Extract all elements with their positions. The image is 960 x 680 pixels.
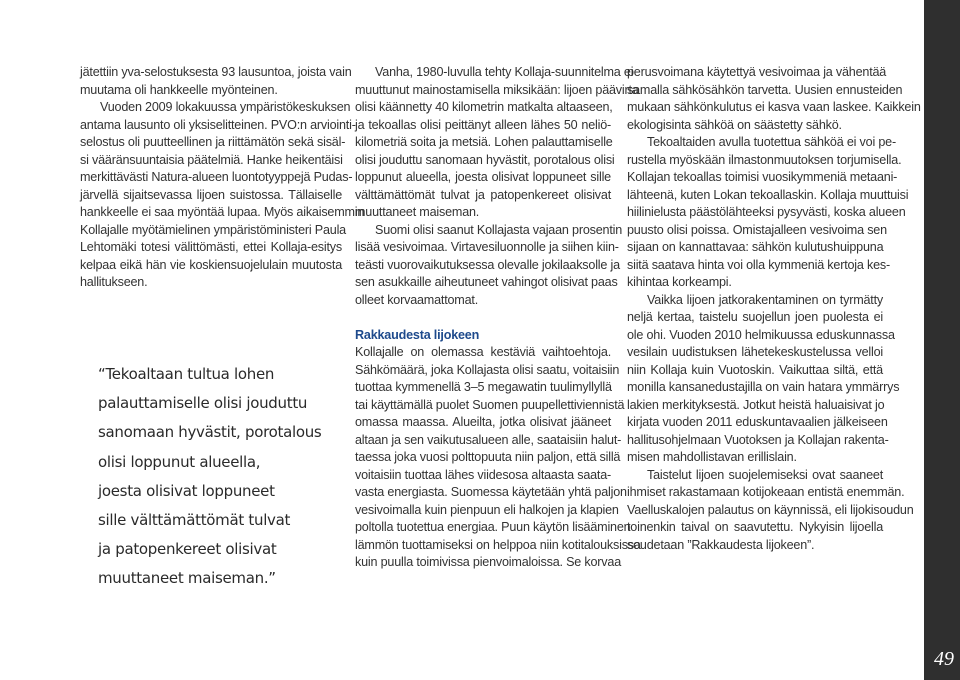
text-line: toinenkin taival on saavutettu. Nykyisin lijoella — [627, 520, 883, 534]
text-line: välttämättömät tulvat ja patopenkereet olisivat — [355, 187, 611, 202]
text-line: Kollajalle myötämielinen ympäristöministeri Paula — [80, 222, 346, 237]
text-line: lähteenä, kuten Lokan tekoallaskin. Kollaja muuttuisi — [627, 187, 909, 202]
text-line: vasta energiasta. Suomessa käytetään yhtä paljon — [355, 485, 627, 499]
text-line: altaan ja sen vaikutusalueen alle, saataisiin halut- — [355, 432, 622, 447]
article-column-2 — [355, 64, 641, 572]
text-line: merkittävästi Natura-alueen luontotyyppejä Pudas- — [80, 170, 353, 184]
pull-quote — [98, 360, 328, 594]
text-line: perusvoimana käytettyä vesivoimaa ja vähentää — [627, 65, 887, 79]
text-line: Vanha, 1980-luvulla tehty Kollaja-suunnitelma ei — [375, 65, 634, 79]
text-line: neljä kertaa, taistelu suojellun joen puolesta ei — [627, 310, 883, 324]
text-line: kuin puulla toimivissa pienvoimaloissa. Se korvaa — [355, 555, 621, 569]
pull-quote-line: sanomaan hyvästit, porotalous — [98, 423, 322, 442]
text-line: Lehtomäki totesi välittömästi, ettei Kollaja-esitys — [80, 240, 342, 254]
text-line: vesilain uudistuksen lähetekeskustelussa velloi — [627, 345, 883, 359]
text-line: niin Kollaja kuin Vuotoskin. Vaikuttaa siltä, että — [627, 362, 883, 377]
text-line: voitaisiin tuottaa lähes viidesosa altaasta saata- — [355, 467, 612, 482]
text-line: antama lausunto oli yksiselitteinen. PVO:n arviointi- — [80, 117, 356, 132]
text-line: mukaan sähkönkulutus ei kasva vaan laskee. Kaikkein — [627, 100, 921, 114]
text-line: puusto olisi poissa. Omistajalleen vesivoima sen — [627, 222, 887, 237]
text-line: tuottaa kymmenellä 3–5 megawatin tuulimyllyllä — [355, 380, 612, 394]
text-line: ekologisinta sähköä on säästetty sähkö. — [627, 117, 842, 132]
text-line: siitä saatava hinta voi olla kymmeniä kertoja kes- — [627, 257, 890, 272]
article-column-1 — [80, 64, 365, 292]
text-line: jätettiin yva-selostuksesta 93 lausuntoa, joista vain — [80, 65, 352, 79]
text-line: vesivoimalla kuin pienpuun eli halkojen ja klapien — [355, 502, 619, 517]
text-line: hallitukseen. — [80, 275, 148, 289]
text-line: lämmön tuottamiseksi on helppoa niin kotitalouksissa — [355, 537, 641, 552]
text-line: Vuoden 2009 lokakuussa ympäristökeskuksen — [100, 100, 351, 114]
text-line: Sähkömäärä, joka Kollajasta olisi saatu, voitaisiin — [355, 362, 620, 377]
text-line: Kollajalle on olemassa kestäviä vaihtoehtoja. — [355, 345, 611, 359]
pull-quote-line: olisi loppunut alueella, — [98, 452, 261, 471]
text-line: hallitusohjelmaan Vuotoksen ja Kollajan rakenta- — [627, 432, 889, 447]
pull-quote-line: muuttaneet maiseman.” — [98, 569, 276, 588]
text-line: soudetaan ”Rakkaudesta lijokeen”. — [627, 537, 815, 552]
text-line: ole ohi. Vuoden 2010 helmikuussa eduskunnassa — [627, 327, 895, 342]
text-line: olisi käännetty 40 kilometrin matkalta altaaseen, — [355, 100, 613, 114]
pull-quote-line: palauttamiselle olisi jouduttu — [98, 394, 308, 413]
text-line: muuttunut mainostamisella miksikään: lijoen päävirta — [355, 82, 639, 97]
pull-quote-line: joesta olisivat loppuneet — [98, 481, 275, 500]
text-line: rustella myöskään ilmastonmuutoksen torjumisella. — [627, 152, 902, 167]
text-line: tai käyttämällä puolet Suomen puupellettiviennistä — [355, 397, 625, 412]
text-line: kelpaa eikä hän vie koskiensuojelulain muutosta — [80, 257, 342, 272]
text-line: Taistelut lijoen suojelemiseksi ovat saaneet — [647, 467, 883, 482]
pull-quote-line: sille välttämättömät tulvat — [98, 511, 291, 530]
text-line: muuttaneet maiseman. — [355, 205, 480, 219]
text-line: järvellä sijaitsevassa lijoen suistossa. Tällaiselle — [80, 187, 342, 202]
section-gap — [355, 309, 611, 327]
text-line: selostus oli puutteellinen ja riittämätön sekä sisäl- — [80, 135, 346, 149]
text-line: lisää vesivoimaa. Virtavesiluonnolle ja siihen kiin- — [355, 240, 619, 254]
text-line: hankkeelle ei saa myöntää lupaa. Myös aikaisemmin — [80, 205, 365, 219]
text-line: taessa joka vuosi polttopuuta niin paljon, että sillä — [355, 450, 621, 464]
text-line: Tekoaltaiden avulla tuotettua sähköä ei voi pe- — [647, 135, 896, 149]
text-line: ihmiset rakastamaan kotijokeaan entistä enemmän. — [627, 485, 905, 499]
text-line: poltolla tuotettua energiaa. Puun käytön lisääminen — [355, 520, 631, 534]
text-line: Kollajan tekoallas toimisi vuosikymmeniä metaani- — [627, 170, 898, 184]
text-line: olisi jouduttu sanomaan hyvästit, porotalous olisi — [355, 152, 615, 167]
section-heading: Rakkaudesta lijokeen — [355, 327, 480, 342]
text-line: kihintaa korkeampi. — [627, 275, 732, 289]
text-line: si vääränsuuntaisia päätelmiä. Hanke heikentäisi — [80, 152, 343, 167]
text-line: hiilinielusta päästölähteeksi pysyvästi, koska alueen — [627, 205, 906, 219]
text-line: kirjata vuoden 2011 eduskuntavaalien jälkeiseen — [627, 415, 888, 429]
text-line: Vaikka lijoen jatkorakentaminen on tyrmätty — [647, 292, 883, 307]
pull-quote-line: ja patopenkereet olisivat — [98, 540, 277, 559]
page-number: 49 — [934, 648, 954, 670]
text-line: monilla kansanedustajilla on vain hatara ymmärrys — [627, 380, 900, 394]
text-line: teästi vuorovaikutuksessa olevalle jokilaaksolle ja — [355, 257, 620, 272]
text-line: Suomi olisi saanut Kollajasta vajaan prosentin — [375, 222, 623, 237]
text-line: misen mahdollistavan erillislain. — [627, 450, 797, 464]
text-line: Vaelluskalojen palautus on käynnissä, eli lijokisoudun — [627, 502, 914, 517]
text-line: kilometriä soita ja metsiä. Lohen palauttamiselle — [355, 135, 613, 149]
text-line: muutama oli hankkeelle myönteinen. — [80, 82, 278, 97]
text-line: loppunut alueella, joesta olisivat loppuneet sille — [355, 170, 611, 184]
text-line: lakien merkityksestä. Jotkut heistä haluaisivat jo — [627, 397, 885, 412]
text-line: omassa maassa. Alueilta, jotka olisivat jääneet — [355, 415, 611, 429]
pull-quote-line: “Tekoaltaan tultua lohen — [98, 365, 275, 383]
page-edge-strip — [924, 0, 960, 680]
text-line: samalla sähkösähkön tarvetta. Uusien ennusteiden — [627, 82, 903, 97]
article-column-3 — [627, 64, 921, 554]
text-line: olleet korvaamattomat. — [355, 292, 478, 307]
text-line: ja tekoallas olisi peittänyt alleen lähes 50 neliö- — [355, 117, 611, 132]
text-line: sijaan on kannattavaa: sähkön kulutushuippuna — [627, 240, 884, 254]
text-line: sen asukkaille aiheutuneet vahingot olisivat paas — [355, 275, 618, 289]
